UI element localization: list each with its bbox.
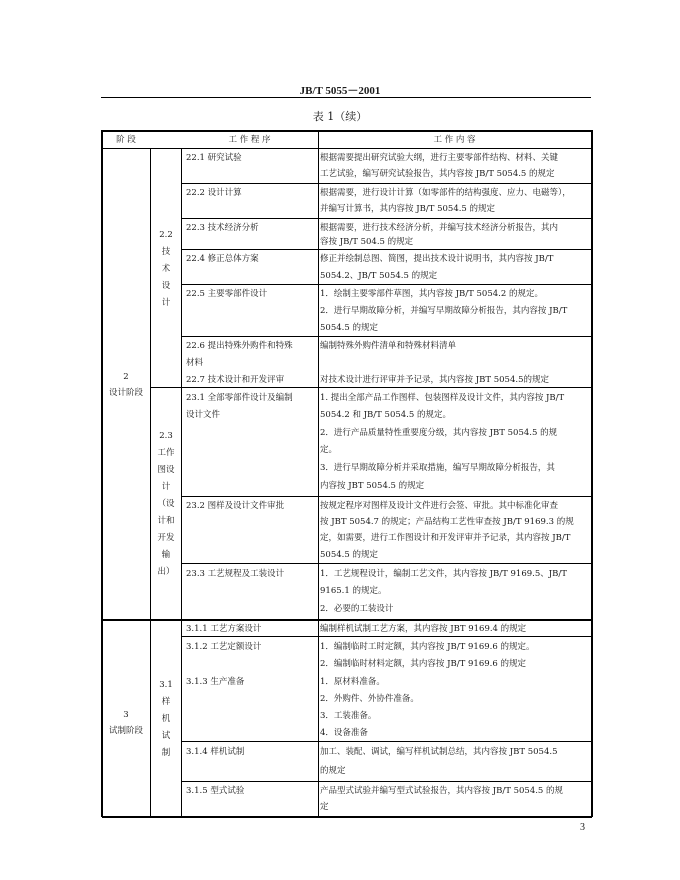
content-line: 根据需要，进行技术经济分析，并编写技术经济分析报告，其内 [320, 223, 559, 233]
standard-number: JB/T 5055－2001 [299, 85, 381, 97]
content-line: 修正并绘制总图、简图，提出技术设计说明书，其内容按 JB/T [320, 254, 554, 264]
content-line: 工艺试验，编写研究试验报告，其内容按 JB/T 5054.5 的规定 [320, 169, 555, 179]
procedure-cell: 22.6 提出特殊外购件和特殊 [186, 341, 293, 351]
content-line: 容按 JB/T 504.5 的规定 [320, 237, 414, 247]
content-line: 定 [320, 802, 329, 812]
content-line: 2．编制临时材料定额，其内容按 JB/T 9169.6 的规定 [320, 659, 526, 669]
content-line: 9165.1 的规定。 [320, 586, 387, 596]
stage-number: 2 [123, 372, 129, 382]
content-line: 3．进行早期故障分析并采取措施，编写早期故障分析报告，其 [320, 463, 555, 473]
content-line: 1. 提出全部产品工作图样、包装图样及设计文件，其内容按 JB/T [320, 393, 565, 403]
header-rule [101, 97, 591, 98]
content-line: 5054.2、JB/T 5054.5 的规定 [320, 271, 438, 281]
procedure-cell: 设计文件 [186, 410, 221, 420]
procedure-cell: 22.4 修正总体方案 [186, 254, 259, 264]
procedure-cell: 3.1.3 生产准备 [186, 677, 245, 687]
stage-name: 试制阶段 [108, 726, 143, 736]
content-line: 5054.5 的规定 [320, 323, 378, 333]
content-line: 1．工艺规程设计，编制工艺文件，其内容按 JB/T 9169.5、JB/T [320, 569, 567, 579]
content-line: 内容按 JBT 5054.5 的规定 [320, 481, 425, 491]
content-line: 的规定 [320, 766, 346, 776]
content-line: 2．外购件、外协件准备。 [320, 694, 419, 704]
col-header-procedure: 工 作 程 序 [228, 135, 271, 145]
content-line: 1．原材料准备。 [320, 677, 385, 687]
stage-name: 设计阶段 [108, 388, 143, 398]
procedure-cell: 22.5 主要零部件设计 [186, 289, 268, 299]
page-number: 3 [580, 822, 585, 833]
procedure-cell: 23.1 全部零部件设计及编制 [186, 393, 293, 403]
content-line: 1．绘制主要零部件草图，其内容按 JB/T 5054.2 的规定。 [320, 289, 543, 299]
content-line: 根据需要，进行设计计算（如零部件的结构强度、应力、电磁等）， [320, 188, 571, 198]
content-line: 2．必要的工装设计 [320, 604, 394, 614]
procedure-cell: 材料 [186, 358, 204, 368]
content-line: 5054.5 的规定 [320, 550, 378, 560]
content-line: 编制样机试制工艺方案，其内容按 JBT 9169.4 的规定 [320, 624, 527, 634]
procedure-cell: 3.1.1 工艺方案设计 [186, 624, 262, 634]
procedure-cell: 23.2 图样及设计文件审批 [186, 501, 285, 511]
content-line: 编制特殊外购件清单和特殊材料清单 [320, 341, 457, 351]
procedure-cell: 22.1 研究试验 [186, 153, 242, 163]
content-line: 定。 [320, 445, 338, 455]
content-line: 并编写计算书，其内容按 JB/T 5054.5 的规定 [320, 204, 496, 214]
content-line: 2．进行产品质量特性重要度分级，其内容按 JBT 5054.5 的规 [320, 428, 558, 438]
content-line: 3．工装准备。 [320, 711, 377, 721]
content-line: 对技术设计进行评审并予记录，其内容按 JBT 5054.5的规定 [320, 375, 549, 385]
procedure-cell: 3.1.4 样机试制 [186, 747, 245, 757]
content-line: 定，如需要，进行工作图设计和开发评审并予记录，其内容按 JB/T [320, 533, 571, 543]
procedure-cell: 3.1.5 型式试验 [186, 786, 245, 796]
content-line: 4．设备准备 [320, 728, 368, 738]
content-line: 2．进行早期故障分析，并编写早期故障分析报告，其内容按 JB/T [320, 306, 568, 316]
content-line: 加工、装配、调试，编写样机试制总结，其内容按 JBT 5054.5 [320, 747, 558, 757]
content-line: 1．编制临时工时定额，其内容按 JB/T 9169.6 的规定。 [320, 642, 535, 652]
col-header-content: 工 作 内 容 [433, 135, 476, 145]
procedure-cell: 3.1.2 工艺定额设计 [186, 642, 262, 652]
content-line: 按 JBT 5054.7 的规定；产品结构工艺性审查按 JB/T 9169.3 的规 [320, 517, 574, 527]
col-header-stage: 阶 段 [116, 135, 136, 145]
procedure-cell: 23.3 工艺规程及工装设计 [186, 569, 285, 579]
procedure-cell: 22.7 技术设计和开发评审 [186, 375, 285, 385]
table-caption: 表 1（续） [312, 110, 368, 123]
stage-number: 3 [123, 710, 129, 720]
content-line: 根据需要提出研究试验大纲，进行主要零部件结构、材料、关键 [320, 153, 559, 163]
content-line: 5054.2 和 JB/T 5054.5 的规定。 [320, 410, 451, 420]
procedure-cell: 22.3 技术经济分析 [186, 223, 259, 233]
content-line: 按规定程序对图样及设计文件进行会签、审批。其中标准化审查 [320, 501, 559, 511]
content-line: 产品型式试验并编写型式试验报告，其内容按 JB/T 5054.5 的规 [320, 786, 564, 796]
procedure-cell: 22.2 设计计算 [186, 188, 242, 198]
